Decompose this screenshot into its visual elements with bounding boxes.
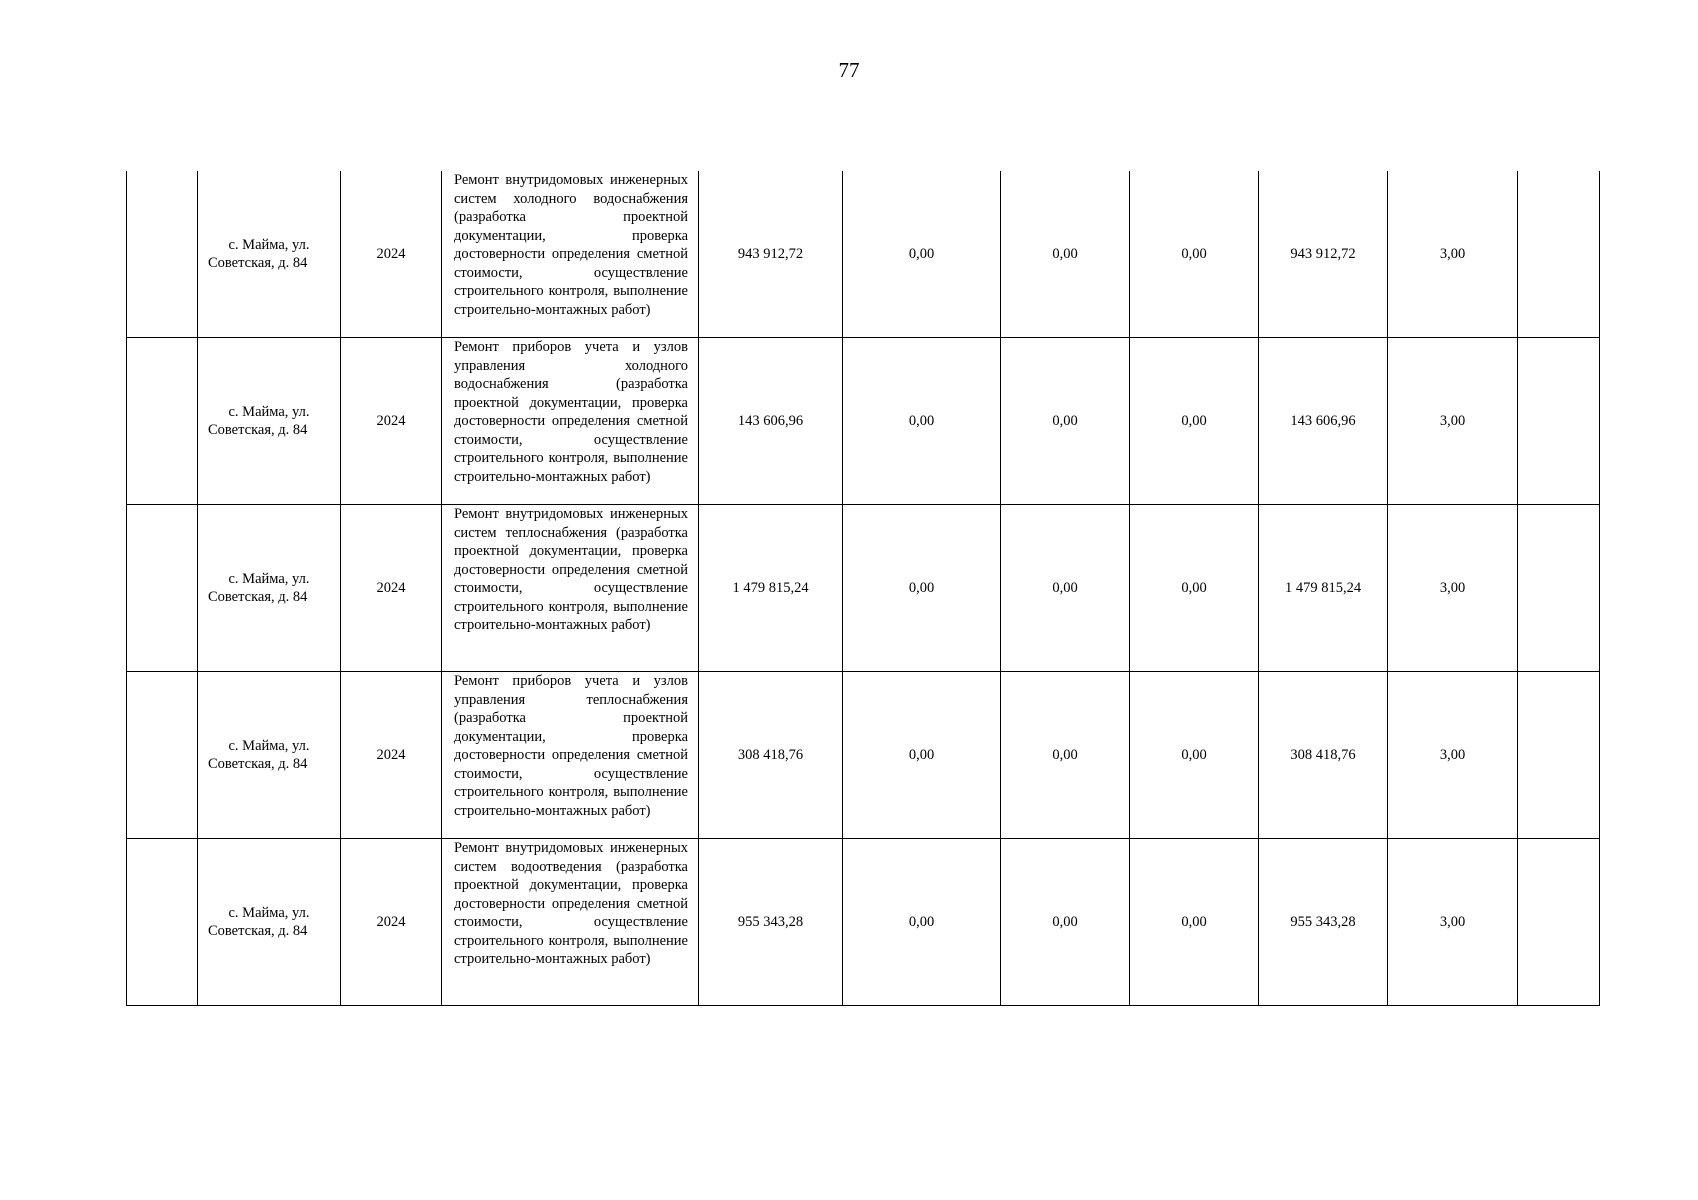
year-cell: 2024 (341, 839, 442, 1006)
description-text: Ремонт внутридомовых инженерных систем водоотведения (разработка проектной документации, проверка достоверности определения сметной стоимости, осуществление строительного контроля, выполнение строительно-монтажных работ) (454, 840, 688, 967)
funding-d-cell: 955 343,28 (1259, 839, 1388, 1006)
description-cell (442, 839, 699, 1006)
note-cell (1518, 171, 1600, 338)
funding-b-cell: 0,00 (1001, 338, 1130, 505)
funding-d-cell: 143 606,96 (1259, 338, 1388, 505)
funding-b-cell: 0,00 (1001, 839, 1130, 1006)
year-cell: 2024 (341, 171, 442, 338)
address-cell: с. Майма, ул. Советская, д. 84 (198, 338, 341, 505)
total-cost-cell: 1 479 815,24 (699, 505, 843, 672)
total-cost-cell: 955 343,28 (699, 839, 843, 1006)
funding-d-cell: 1 479 815,24 (1259, 505, 1388, 672)
address-cell: с. Майма, ул. Советская, д. 84 (198, 171, 341, 338)
rate-cell: 3,00 (1388, 839, 1518, 1006)
address-cell: с. Майма, ул. Советская, д. 84 (198, 505, 341, 672)
funding-c-cell: 0,00 (1130, 338, 1259, 505)
total-cost-cell: 308 418,76 (699, 672, 843, 839)
funding-c-cell: 0,00 (1130, 672, 1259, 839)
funding-b-cell: 0,00 (1001, 672, 1130, 839)
funding-b-cell: 0,00 (1001, 171, 1130, 338)
address-cell: с. Майма, ул. Советская, д. 84 (198, 839, 341, 1006)
funding-d-cell: 308 418,76 (1259, 672, 1388, 839)
description-cell (442, 672, 699, 839)
note-cell (1518, 672, 1600, 839)
description-cell (442, 505, 699, 672)
table-row (127, 505, 1600, 672)
description-cell (442, 171, 699, 338)
description-text: Ремонт внутридомовых инженерных систем теплоснабжения (разработка проектной документации, проверка достоверности определения сметной стоимости, осуществление строительного контроля, выполнение строительно-монтажных работ) (454, 506, 688, 633)
funding-a-cell: 0,00 (843, 505, 1001, 672)
funding-c-cell: 0,00 (1130, 839, 1259, 1006)
row-index-cell (127, 171, 198, 338)
row-index-cell (127, 338, 198, 505)
table-row (127, 338, 1600, 505)
funding-c-cell: 0,00 (1130, 505, 1259, 672)
page-number: 77 (838, 58, 860, 82)
row-index-cell (127, 672, 198, 839)
description-text: Ремонт приборов учета и узлов управления холодного водоснабжения (разработка проектной документации, проверка достоверности определения сметной стоимости, осуществление строительного контроля, выполнение строительно-монтажных работ) (454, 339, 688, 485)
funding-a-cell: 0,00 (843, 839, 1001, 1006)
year-cell: 2024 (341, 505, 442, 672)
total-cost-cell: 943 912,72 (699, 171, 843, 338)
row-index-cell (127, 505, 198, 672)
note-cell (1518, 839, 1600, 1006)
funding-a-cell: 0,00 (843, 171, 1001, 338)
rate-cell: 3,00 (1388, 171, 1518, 338)
address-cell: с. Майма, ул. Советская, д. 84 (198, 672, 341, 839)
rate-cell: 3,00 (1388, 672, 1518, 839)
total-cost-cell: 143 606,96 (699, 338, 843, 505)
works-table (126, 171, 1600, 1006)
description-text: Ремонт приборов учета и узлов управления теплоснабжения (разработка проектной документации, проверка достоверности определения сметной стоимости, осуществление строительного контроля, выполнение строительно-монтажных работ) (454, 673, 688, 819)
funding-d-cell: 943 912,72 (1259, 171, 1388, 338)
funding-b-cell: 0,00 (1001, 505, 1130, 672)
description-cell (442, 338, 699, 505)
funding-c-cell: 0,00 (1130, 171, 1259, 338)
note-cell (1518, 338, 1600, 505)
funding-a-cell: 0,00 (843, 672, 1001, 839)
row-index-cell (127, 839, 198, 1006)
note-cell (1518, 505, 1600, 672)
table-row (127, 672, 1600, 839)
table-row (127, 171, 1600, 338)
year-cell: 2024 (341, 672, 442, 839)
rate-cell: 3,00 (1388, 505, 1518, 672)
table-row (127, 839, 1600, 1006)
description-text: Ремонт внутридомовых инженерных систем холодного водоснабжения (разработка проектной документации, проверка достоверности определения сметной стоимости, осуществление строительного контроля, выполнение строительно-монтажных работ) (454, 172, 688, 318)
rate-cell: 3,00 (1388, 338, 1518, 505)
year-cell: 2024 (341, 338, 442, 505)
funding-a-cell: 0,00 (843, 338, 1001, 505)
